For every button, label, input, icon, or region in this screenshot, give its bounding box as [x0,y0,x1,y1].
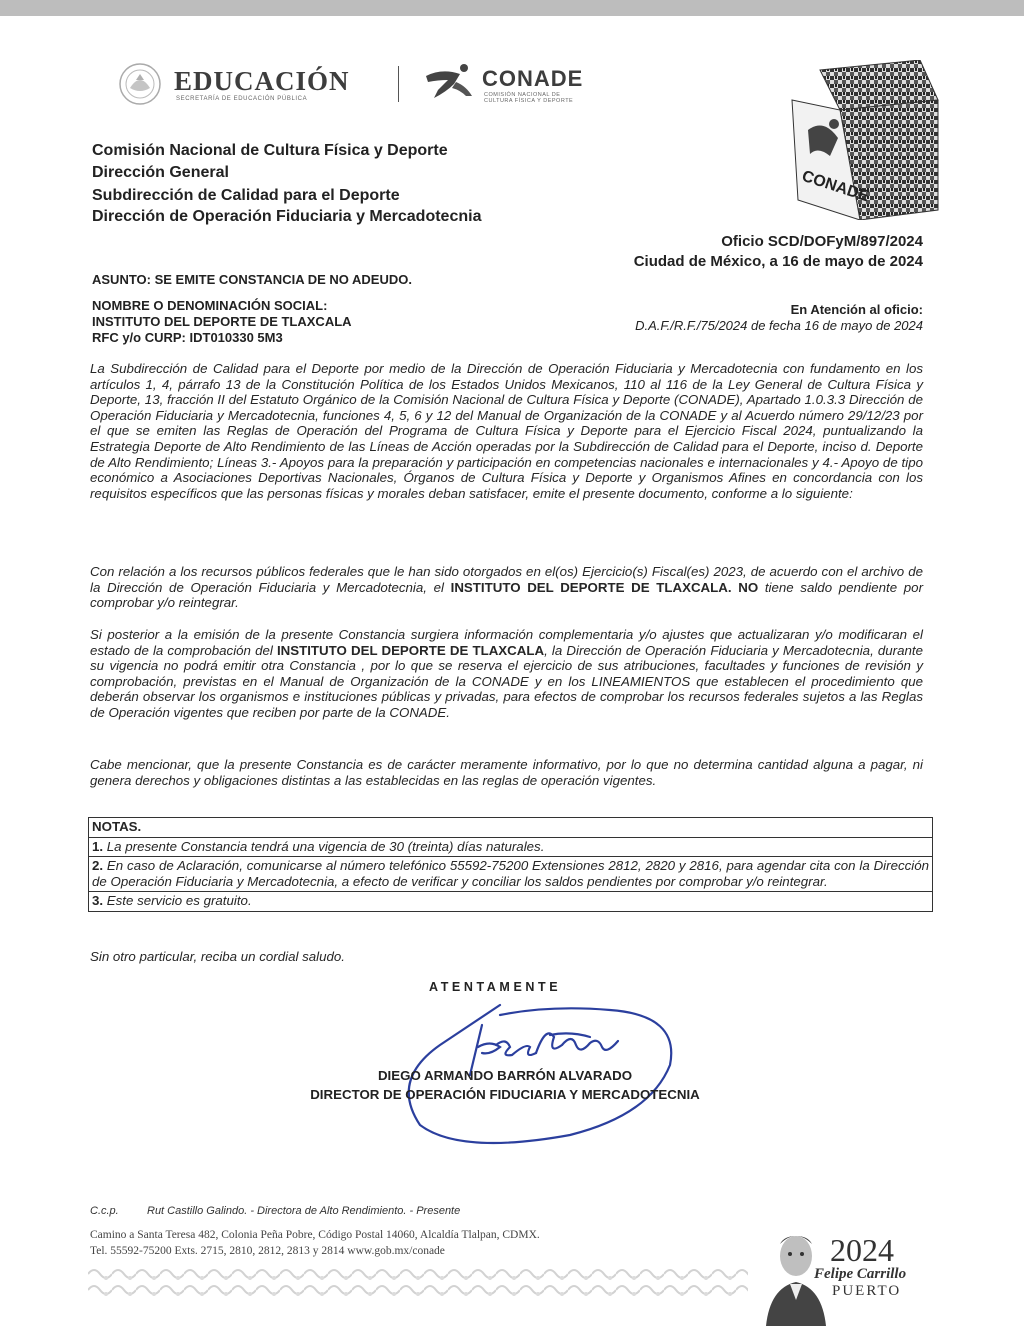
conade-subtitle-1: COMISIÓN NACIONAL DE [484,92,561,98]
note-item: 2. En caso de Aclaración, comunicarse al número telefónico 55592-75200 Extensiones 2812, 2820 y 2816, para agendar cita con la Dirección de Operación Fiduciaria y Mercadotecnia, a efecto de verificar y conciliar los saldos pendientes por comprobar y/o reintegrar. [89,856,932,891]
institution-line-3: Subdirección de Calidad para el Deporte [92,187,400,204]
signer-name: DIEGO ARMANDO BARRÓN ALVARADO [377,1068,633,1083]
name-label: NOMBRE O DENOMINACIÓN SOCIAL: [92,298,328,313]
secretaria-title: EDUCACIÓN [174,66,350,96]
oficio-place-date: Ciudad de México, a 16 de mayo de 2024 [633,253,923,270]
conade-runner-icon [420,62,480,102]
coat-of-arms-icon [112,62,168,106]
body-paragraph-3: Si posterior a la emisión de la presente Constancia surgiera información complementaria y/o ajustes que actualizaran y/o modificaran el estado de la comprobación del INSTITUTO DEL DEPORTE DE TLAXCALA, la Dirección de Operación Fiduciaria y Mercadotecnia, durante su vigencia no podrá emitir otra Constancia , por lo que se reserva el ejercicio de sus atribuciones, facultades y funciones de revisión y comprobación, previstas en el Manual de Organización de la CONADE y en los LINEAMIENTOS que establecen el procedimiento que deberán observar los organismos e instituciones públicas y privadas, para efectos de comprobar los recursos federales sujetos a las Reglas de Operación vigentes que reciben por parte de la CONADE. [90,627,923,720]
farewell: Sin otro particular, reciba un cordial saludo. [90,949,345,964]
top-border-bar [0,0,1024,16]
institution-line-4: Dirección de Operación Fiduciaria y Mercadotecnia [92,208,482,225]
ccp-line: C.c.p. Rut Castillo Galindo. - Directora de Alto Rendimiento. - Presente [90,1205,461,1217]
decorative-pattern [88,1266,748,1298]
secretaria-subtitle: SECRETARÍA DE EDUCACIÓN PÚBLICA [176,96,308,102]
qr-label: CONADE [799,167,871,206]
year-2024: 2024 [830,1232,894,1268]
logo-divider [398,66,399,102]
notes-title: NOTAS. [92,819,142,834]
notes-table [88,817,933,912]
signer-title: DIRECTOR DE OPERACIÓN FIDUCIARIA Y MERCADOTECNIA [310,1087,700,1102]
note-item: 1. La presente Constancia tendrá una vigencia de 30 (treinta) días naturales. [89,837,932,857]
name-value: INSTITUTO DEL DEPORTE DE TLAXCALA [92,314,352,329]
footer-phones: Tel. 55592-75200 Exts. 2715, 2810, 2812, 2813 y 2814 www.gob.mx/conade [90,1245,445,1257]
conade-subtitle-2: CULTURA FÍSICA Y DEPORTE [484,98,574,104]
body-paragraph-2: Con relación a los recursos públicos federales que le han sido otorgados en el(os) Ejercicio(s) Fiscal(es) 2023, de acuerdo con el archivo de la Dirección de Operación Fiduciaria y Mercadotecnia, el INSTITUTO DEL DEPORTE DE TLAXCALA. NO tiene saldo pendiente por comprobar y/o reintegrar. [90,564,924,611]
qr-code-icon [790,60,940,220]
honoree-surname: PUERTO [832,1283,902,1299]
institution-line-1: Comisión Nacional de Cultura Física y Deporte [92,142,448,159]
atentamente: ATENTAMENTE [429,980,562,994]
attention-reference: D.A.F./R.F./75/2024 de fecha 16 de mayo de 2024 [635,318,923,333]
note-item: 3. Este servicio es gratuito. [89,891,932,911]
footer-address: Camino a Santa Teresa 482, Colonia Peña Pobre, Código Postal 14060, Alcaldía Tlalpan, CDMX. [90,1229,540,1241]
body-paragraph-4: Cabe mencionar, que la presente Constancia es de carácter meramente informativo, por lo que no determina cantidad alguna a pagar, ni genera derechos y obligaciones distintas a las establecidas en las reglas de operación vigentes. [90,757,923,788]
oficio-number: Oficio SCD/DOFyM/897/2024 [721,233,923,250]
body-paragraph-1: La Subdirección de Calidad para el Deporte por medio de la Dirección de Operación Fiduciaria y Mercadotecnia con fundamento en los artículos 1, 4, párrafo 13 de la Constitución Política de los Estados Unidos Mexicanos, 110 al 116 de la Ley General de Cultura Física y Deporte, 13, fracción II del Estatuto Orgánico de la Comisión Nacional de Cultura Física y Deporte (CONADE), Apartado 1.0.3.3 Dirección de Operación Fiduciaria y Mercadotecnia, funciones 4, 5, 6 y 12 del Manual de Organización de la CONADE y al Acuerdo número 29/12/23 por el que se emiten las Reglas de Operación del Programa de Cultura Física y Deporte para el Ejercicio Fiscal 2024, puntualizando la Estrategia Deporte de Alto Rendimiento de las Líneas de Acción operadas por la Subdirección de Calidad para el Deporte, inciso d. Deporte de Alto Rendimiento; Líneas 3.- Apoyos para la preparación y participación en competencias nacionales e internacionales y 4.- Apoyo de tipo económico a Asociaciones Deportivas Nacionales, Órganos de Cultura Física y Deporte y Organismos Afines en concordancia con los requisitos específicos que las personas físicas y morales deban satisfacer, emite el presente documento, conforme a lo siguiente: [90,361,923,501]
institution-line-2: Dirección General [92,164,229,181]
letterhead [108,62,628,110]
rfc-curp: RFC y/o CURP: IDT010330 5M3 [92,330,283,345]
asunto: ASUNTO: SE EMITE CONSTANCIA DE NO ADEUDO. [92,272,412,287]
honoree-name: Felipe Carrillo [814,1266,907,1282]
conade-title: CONADE [482,66,584,91]
attention-label: En Atención al oficio: [790,302,923,317]
